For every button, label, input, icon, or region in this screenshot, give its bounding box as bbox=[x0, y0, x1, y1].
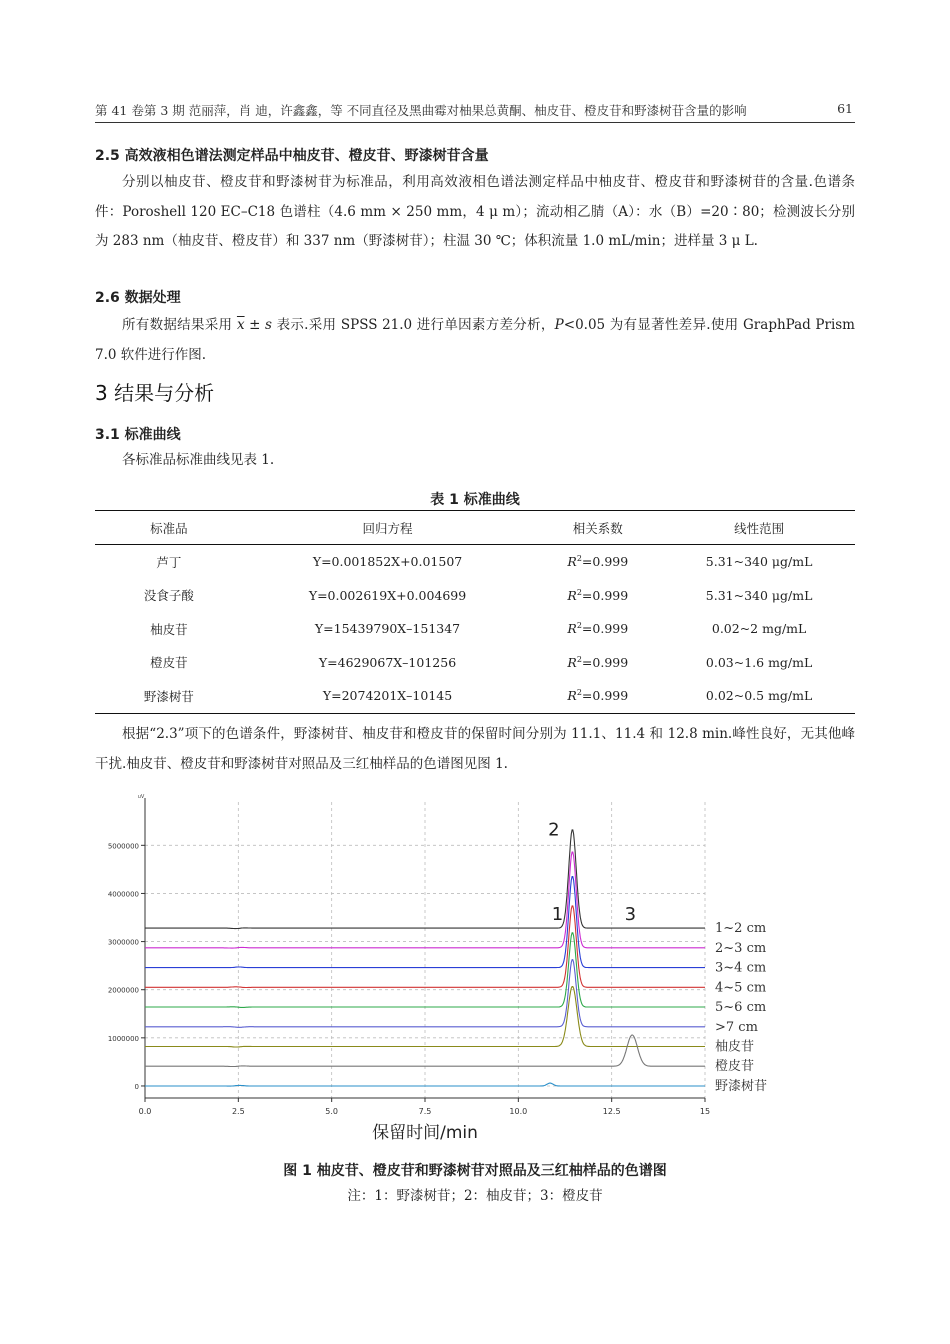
table-cell: Y=2074201X–10145 bbox=[243, 679, 533, 713]
section-3-1-intro: 各标准品标准曲线见表 1. bbox=[122, 452, 275, 468]
x-tick-label: 7.5 bbox=[418, 1107, 432, 1116]
y-tick-label: 4000000 bbox=[107, 890, 139, 899]
table-row bbox=[95, 612, 855, 646]
x-tick-label: 0.0 bbox=[138, 1107, 152, 1116]
y-axis-unit: uV bbox=[137, 794, 145, 800]
figure-1-note: 注：1：野漆树苷；2：柚皮苷；3：橙皮苷 bbox=[347, 1188, 603, 1204]
header-citation: 第 41 卷第 3 期 范丽萍，肖 迪，许鑫鑫，等 不同直径及黑曲霉对柚果总黄酮、柚皮苷、橙皮苷和野漆树苷含量的影响 bbox=[95, 103, 747, 118]
y-tick-label: 3000000 bbox=[107, 938, 139, 947]
section-2-5-title: 2.5 高效液相色谱法测定样品中柚皮苷、橙皮苷、野漆树苷含量 bbox=[95, 148, 489, 164]
x-tick-label: 15 bbox=[699, 1107, 711, 1116]
table-cell: Y=0.001852X+0.01507 bbox=[312, 554, 463, 570]
legend-label: 1~2 cm bbox=[715, 921, 767, 937]
legend-label: 柚皮苷 bbox=[715, 1039, 755, 1055]
table-cell: $R^2=0.999$ bbox=[567, 621, 629, 637]
table-header-cell: 回归方程 bbox=[243, 511, 533, 545]
y-tick-label: 5000000 bbox=[107, 842, 139, 851]
table-row bbox=[95, 646, 855, 680]
x-tick-label: 12.5 bbox=[602, 1107, 621, 1116]
legend-label: 3~4 cm bbox=[715, 960, 767, 976]
table-1-title: 表 1 标准曲线 bbox=[430, 492, 520, 508]
table-cell: $R^2=0.999$ bbox=[567, 654, 629, 670]
table-cell: 0.02~2 mg/mL bbox=[711, 621, 807, 637]
legend-label: 橙皮苷 bbox=[715, 1059, 755, 1075]
table-cell: 0.02~0.5 mg/mL bbox=[663, 679, 855, 713]
table-cell: 柚皮苷 bbox=[150, 621, 188, 637]
legend-label: 野漆树苷 bbox=[715, 1078, 768, 1094]
standard-curve-table bbox=[95, 510, 855, 714]
table-header-cell: 相关系数 bbox=[532, 511, 663, 545]
table-cell: $R^2=0.999$ bbox=[567, 554, 629, 570]
table-cell: Y=0.002619X+0.004699 bbox=[308, 587, 467, 603]
chromatogram-chart bbox=[95, 790, 815, 1150]
table-cell: Y=4629067X–101256 bbox=[318, 654, 457, 670]
x-axis-title: 保留时间/min bbox=[372, 1123, 478, 1143]
table-row bbox=[95, 545, 855, 579]
retention-time-paragraph: 根据“2.3”项下的色谱条件，野漆树苷、柚皮苷和橙皮苷的保留时间分别为 11.1、11.4 和 12.8 min.峰性良好，无其他峰干扰.柚皮苷、橙皮苷和野漆树苷对照品及三红柚样品的色谱图见图 1. bbox=[95, 726, 855, 772]
table-cell: 橙皮苷 bbox=[150, 655, 188, 671]
section-3-1-title: 3.1 标准曲线 bbox=[95, 427, 181, 443]
table-header-row bbox=[95, 511, 855, 545]
table-cell: 5.31~340 μg/mL bbox=[705, 554, 813, 570]
peak-label: 2 bbox=[548, 819, 560, 841]
y-tick-label: 1000000 bbox=[107, 1034, 139, 1043]
table-cell: 野漆树苷 bbox=[95, 679, 243, 713]
table-cell: $R^2=0.999$ bbox=[567, 587, 629, 603]
table-row bbox=[95, 679, 855, 713]
y-tick-label: 2000000 bbox=[107, 986, 139, 995]
table-cell: 没食子酸 bbox=[143, 588, 194, 604]
legend-label: 2~3 cm bbox=[715, 940, 767, 956]
x-tick-label: 5.0 bbox=[325, 1107, 339, 1116]
chromatogram-figure bbox=[95, 790, 815, 1154]
table-cell: Y=15439790X–151347 bbox=[314, 621, 461, 637]
running-header bbox=[95, 100, 855, 123]
table-cell: 芦丁 bbox=[156, 554, 182, 570]
peak-label: 3 bbox=[624, 903, 637, 925]
table-cell: 0.03~1.6 mg/mL bbox=[705, 654, 813, 670]
section-3-title: 3 结果与分析 bbox=[95, 381, 215, 405]
section-2-6-body: 所有数据结果采用 $\overline{x} \pm s$ 表示.采用 SPSS 21.0 进行单因素方差分析，P<0.05 为有显著性差异.使用 GraphPad Prism 7.0 软件进行作图. bbox=[95, 317, 855, 363]
x-tick-label: 10.0 bbox=[509, 1107, 528, 1116]
legend-label: >7 cm bbox=[715, 1019, 758, 1035]
table-cell: 5.31~340 μg/mL bbox=[705, 587, 813, 603]
section-2-5-body: 分别以柚皮苷、橙皮苷和野漆树苷为标准品，利用高效液相色谱法测定样品中柚皮苷、橙皮苷和野漆树苷的含量.色谱条件：Poroshell 120 EC–C18 色谱柱（4.6 mm × 250 mm，4 μ m）；流动相乙腈（A）：水（B）=20∶80；检测波长分别为 283 nm（柚皮苷、橙皮苷）和 337 nm（野漆树苷）；柱温 30 ℃；体积流量 1.0 mL/min；进样量 3 μ L. bbox=[95, 174, 855, 249]
peak-label: 1 bbox=[551, 903, 564, 925]
table-cell: $R^2=0.999$ bbox=[532, 679, 663, 713]
table-row bbox=[95, 579, 855, 613]
table-header-cell: 线性范围 bbox=[663, 511, 855, 545]
legend-label: 4~5 cm bbox=[715, 980, 767, 996]
section-2-6-title: 2.6 数据处理 bbox=[95, 290, 181, 306]
x-tick-label: 2.5 bbox=[231, 1107, 245, 1116]
table-header-cell: 标准品 bbox=[95, 511, 243, 545]
legend-label: 5~6 cm bbox=[715, 1000, 767, 1016]
figure-1-caption: 图 1 柚皮苷、橙皮苷和野漆树苷对照品及三红柚样品的色谱图 bbox=[283, 1163, 667, 1179]
page-number: 61 bbox=[837, 101, 853, 116]
y-tick-label: 0 bbox=[134, 1082, 139, 1091]
